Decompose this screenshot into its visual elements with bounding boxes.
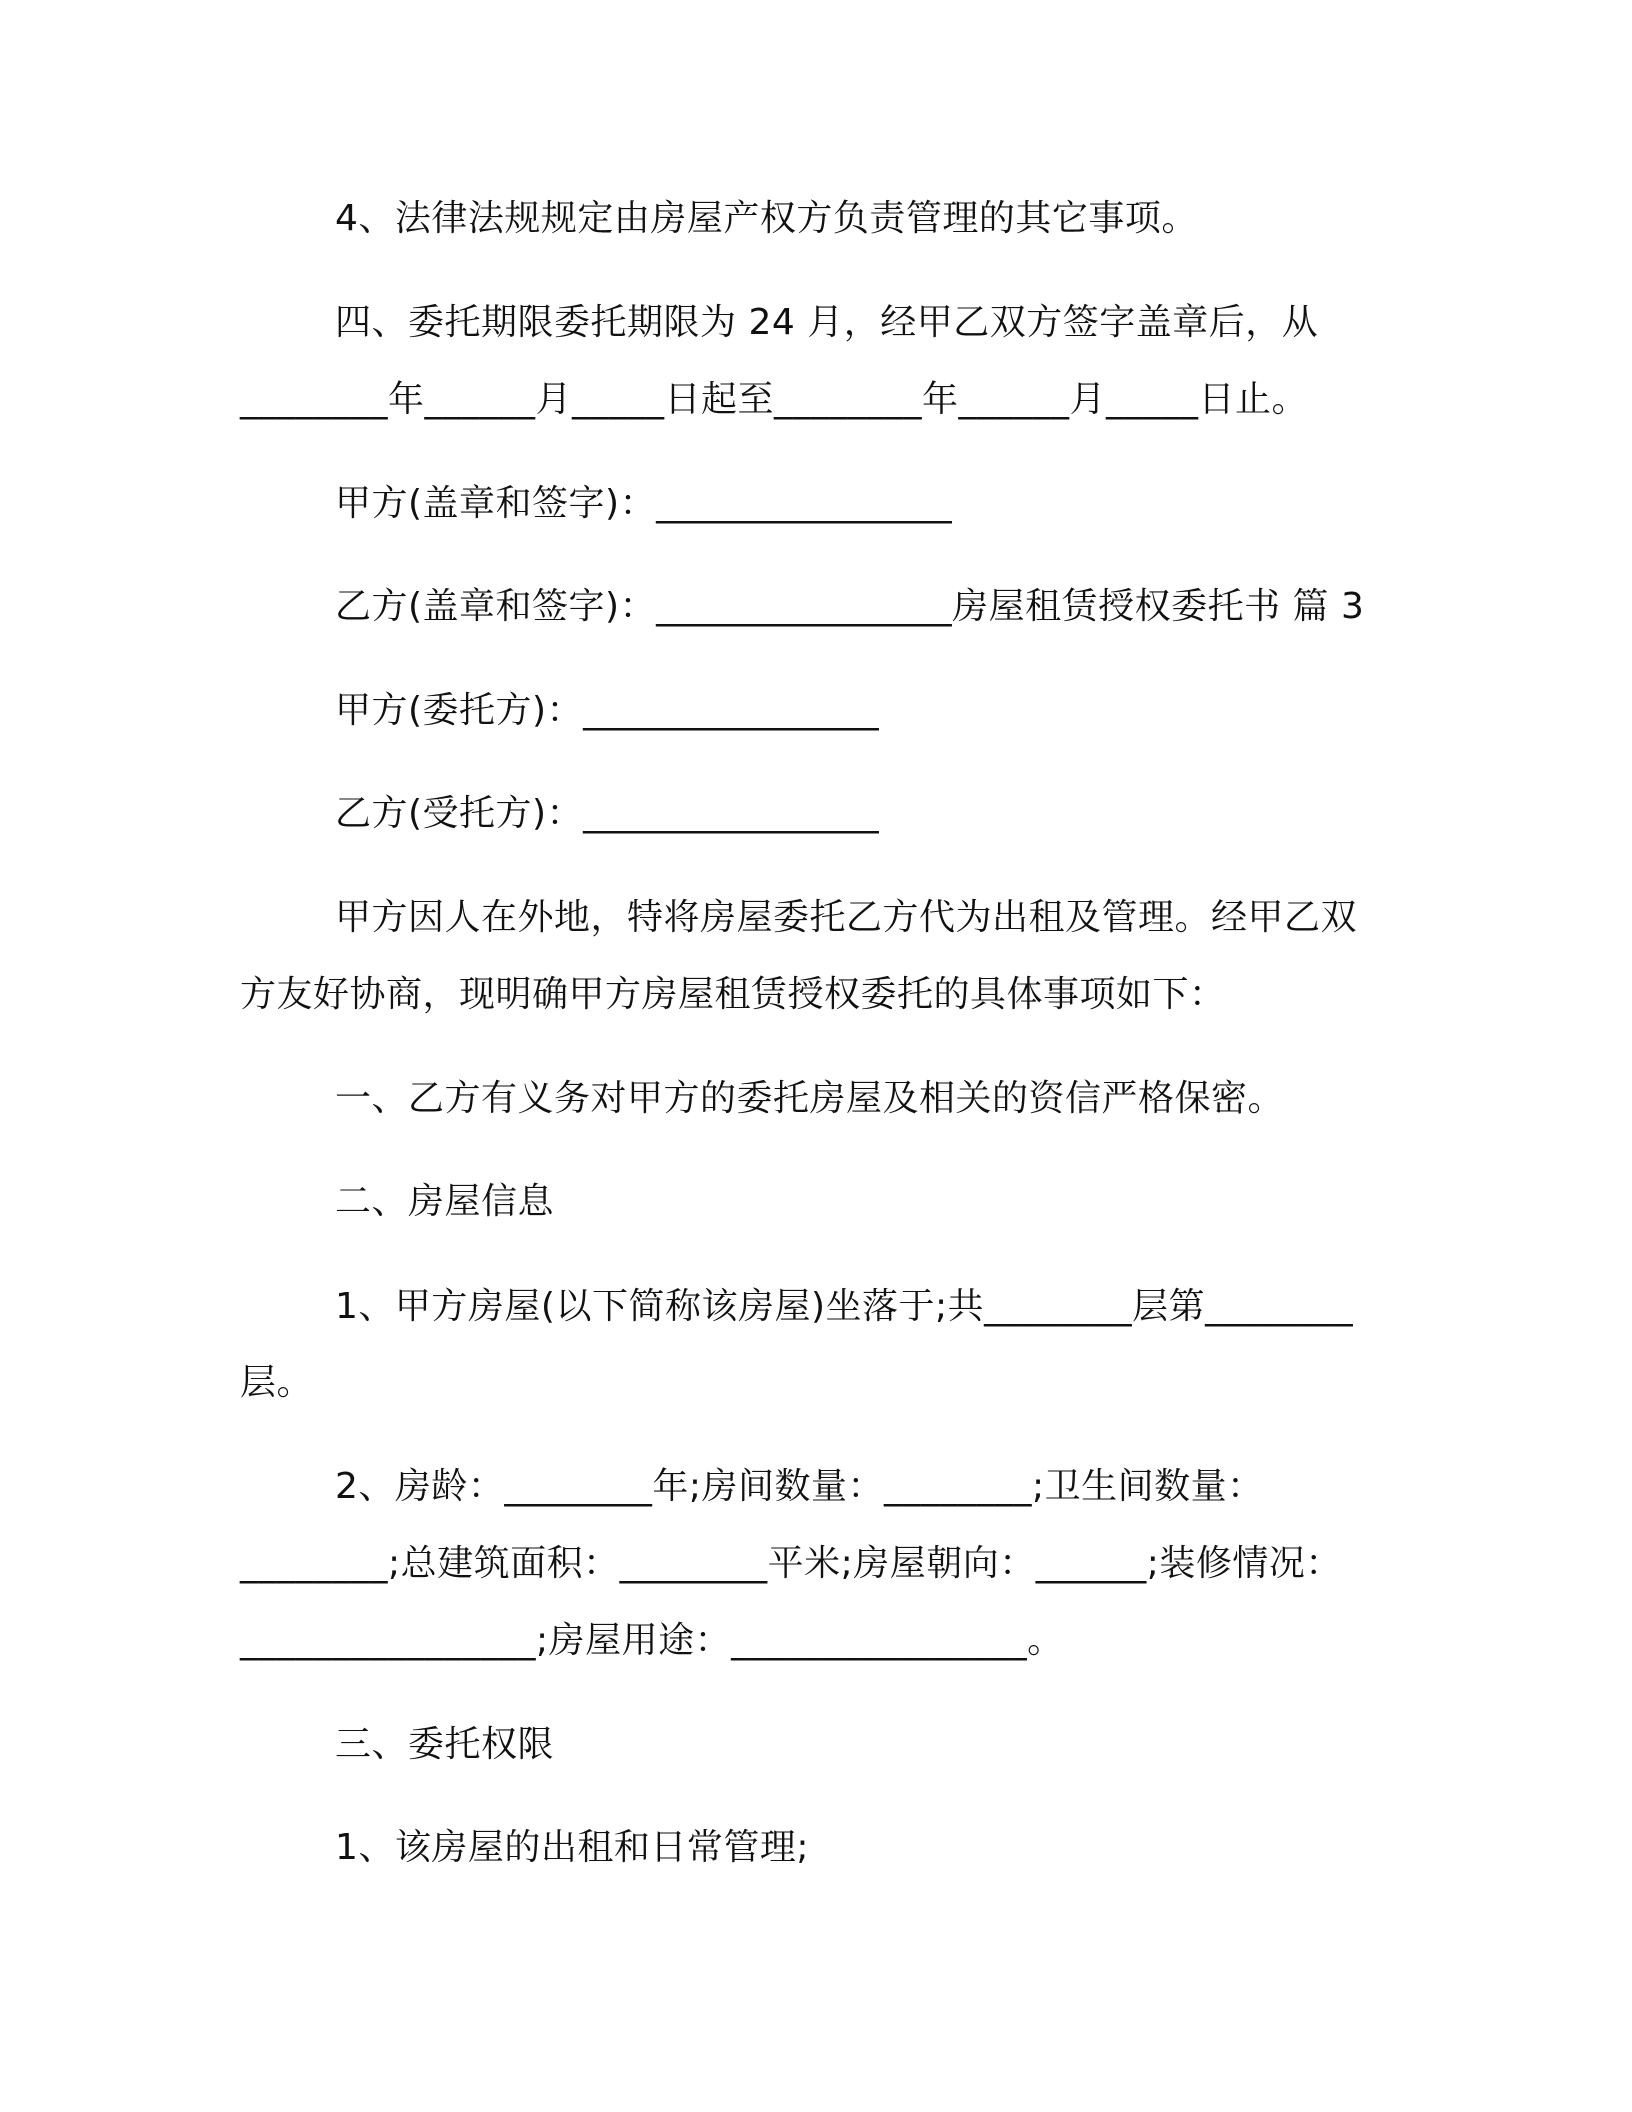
text-line: 甲方(盖章和签字)：________________: [335, 483, 953, 524]
text-line: 4、法律法规规定由房屋产权方负责管理的其它事项。: [335, 198, 1198, 239]
text-line: 乙方(受托方)：________________: [335, 793, 880, 834]
text-line: 1、甲方房屋(以下简称该房屋)坐落于;共________层第________: [335, 1286, 1354, 1327]
section-heading: 三、委托权限: [335, 1724, 555, 1765]
text-line: 2、房龄：________年;房间数量：________;卫生间数量：: [335, 1466, 1264, 1507]
text-line: 1、该房屋的出租和日常管理;: [335, 1827, 810, 1868]
text-line: 层。: [240, 1362, 314, 1403]
text-line: 一、乙方有义务对甲方的委托房屋及相关的资信严格保密。: [335, 1078, 1285, 1119]
text-line: ________年______月_____日起至________年______月_____日止。: [240, 379, 1309, 420]
text-line: 乙方(盖章和签字)：________________房屋租赁授权委托书 篇 3: [335, 586, 1365, 627]
text-line: ________________;房屋用途：________________。: [240, 1620, 1064, 1661]
text-line: 四、委托期限委托期限为 24 月，经甲乙双方签字盖章后，从: [335, 302, 1319, 343]
text-line: ________;总建筑面积：________平米;房屋朝向：______;装修情况：: [240, 1543, 1342, 1584]
text-line: 方友好协商，现明确甲方房屋租赁授权委托的具体事项如下：: [240, 974, 1226, 1015]
section-heading: 二、房屋信息: [335, 1181, 555, 1222]
text-line: 甲方(委托方)：________________: [335, 690, 880, 731]
text-line: 甲方因人在外地，特将房屋委托乙方代为出租及管理。经甲乙双: [335, 897, 1358, 938]
